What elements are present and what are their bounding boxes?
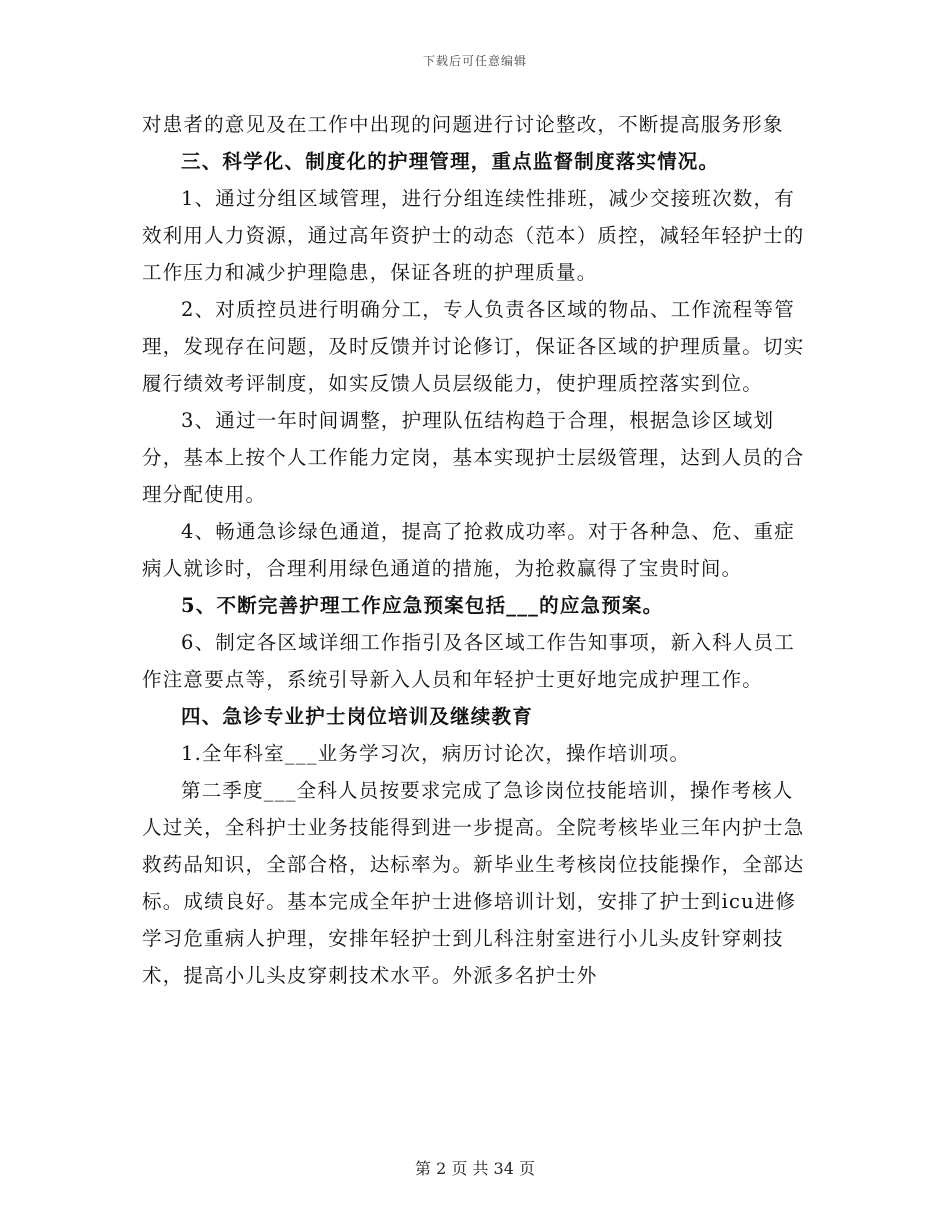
bold-item: 5、不断完善护理工作应急预案包括___的应急预案。 — [181, 594, 664, 617]
document-body — [142, 106, 810, 994]
paragraph: 1、通过分组区域管理，进行分组连续性排班，减少交接班次数，有效利用人力资源，通过高年资护士的动态（范本）质控，减轻年轻护士的工作压力和减少护理隐患，保证各班的护理质量。 — [142, 187, 805, 284]
page-header: 下载后可任意编辑 — [422, 54, 527, 68]
section-heading: 四、急诊专业护士岗位培训及继续教育 — [181, 705, 533, 728]
section-heading: 三、科学化、制度化的护理管理，重点监督制度落实情况。 — [181, 150, 720, 173]
paragraph: 对患者的意见及在工作中出现的问题进行讨论整改，不断提高服务形象 — [142, 113, 784, 136]
paragraph: 3、通过一年时间调整，护理队伍结构趋于合理，根据急诊区域划分，基本上按个人工作能力定岗，基本实现护士层级管理，达到人员的合理分配使用。 — [142, 409, 805, 506]
paragraph: 6、制定各区域详细工作指引及各区域工作告知事项，新入科人员工作注意要点等，系统引导新入人员和年轻护士更好地完成护理工作。 — [142, 631, 795, 691]
paragraph: 4、畅通急诊绿色通道，提高了抢救成功率。对于各种急、危、重症病人就诊时，合理利用绿色通道的措施，为抢救赢得了宝贵时间。 — [142, 520, 795, 580]
page-footer: 第 2 页 共 34 页 — [415, 1159, 535, 1178]
paragraph: 2、对质控员进行明确分工，专人负责各区域的物品、工作流程等管理，发现存在问题，及时反馈并讨论修订，保证各区域的护理质量。切实履行绩效考评制度，如实反馈人员层级能力，使护理质控落实到位。 — [142, 298, 805, 395]
paragraph: 第二季度___全科人员按要求完成了急诊岗位技能培训，操作考核人人过关，全科护士业务技能得到进一步提高。全院考核毕业三年内护士急救药品知识，全部合格，达标率为。新毕业生考核岗位技能操作，全部达标。成绩良好。基本完成全年护士进修培训计划，安排了护士到icu进修学习危重病人护理，安排年轻护士到儿科注射室进行小儿头皮针穿刺技术，提高小儿头皮穿刺技术水平。外派多名护士外 — [142, 779, 805, 987]
paragraph: 1.全年科室___业务学习次，病历讨论次，操作培训项。 — [181, 742, 691, 765]
